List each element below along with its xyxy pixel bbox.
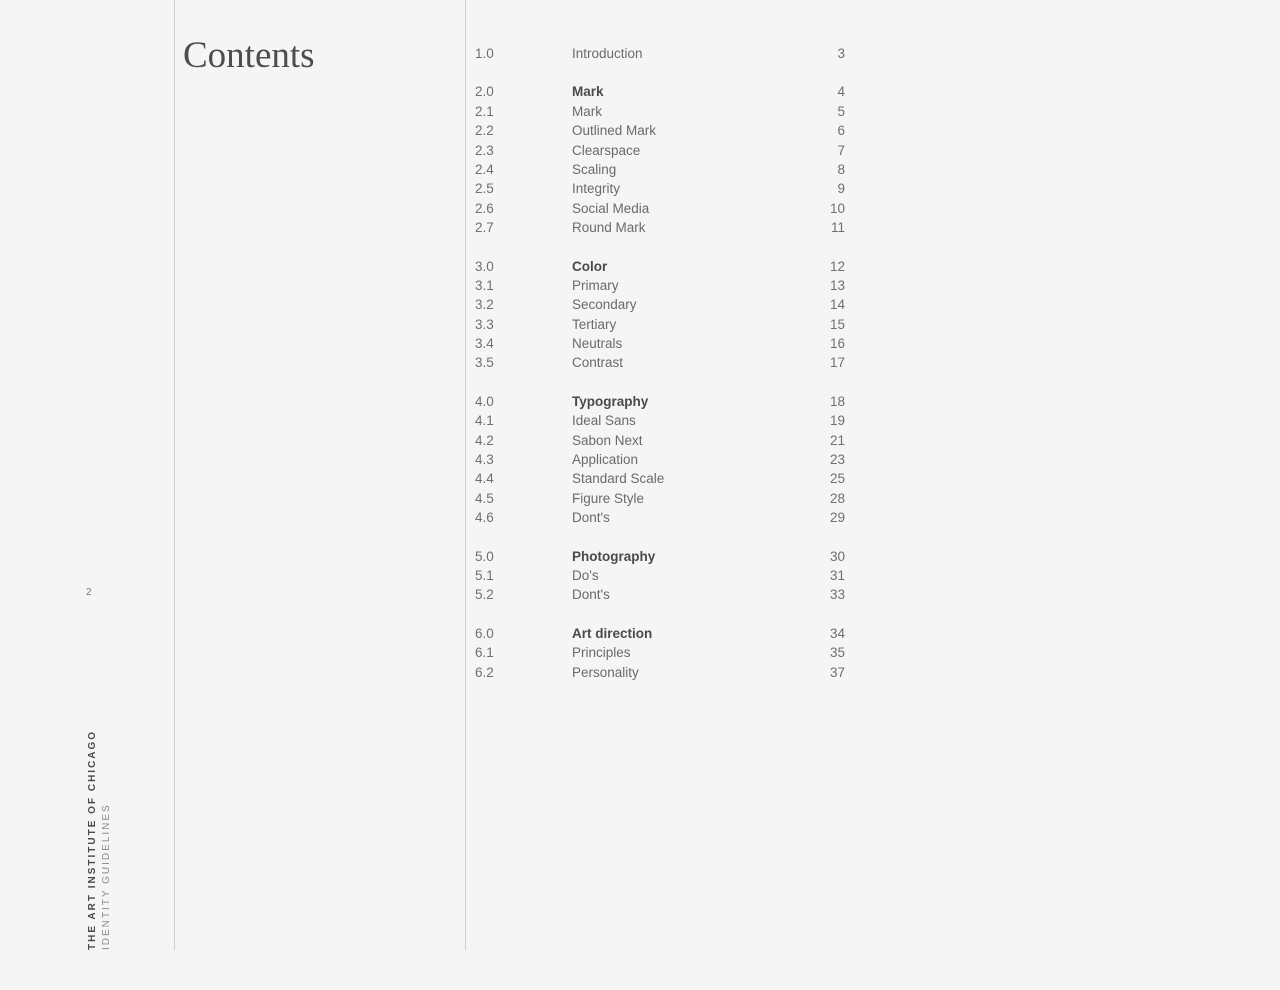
toc-entry-page-number: 29 xyxy=(829,510,845,526)
toc-entry-label: Art direction xyxy=(572,625,653,641)
toc-entry-label: Integrity xyxy=(572,181,621,197)
toc-entry-label: Primary xyxy=(572,277,619,293)
toc-section xyxy=(475,82,845,237)
toc-section xyxy=(475,392,845,528)
toc-entry-label: Photography xyxy=(572,548,656,564)
toc-entry-row[interactable] xyxy=(475,295,845,314)
toc-entry-row[interactable] xyxy=(475,450,845,469)
toc-entry-row[interactable] xyxy=(475,334,845,353)
toc-entry-row[interactable] xyxy=(475,276,845,295)
toc-entry-page-number: 16 xyxy=(829,336,845,352)
toc-entry-page-number: 4 xyxy=(837,84,845,100)
toc-entry-page-number: 23 xyxy=(829,452,845,468)
toc-entry-page-number: 28 xyxy=(829,490,845,506)
toc-entry-row[interactable] xyxy=(475,199,845,218)
toc-entry-page-number: 25 xyxy=(829,471,845,487)
toc-entry-label: Social Media xyxy=(572,200,650,216)
toc-entry-number: 3.0 xyxy=(475,258,494,274)
toc-entry-page-number: 8 xyxy=(837,161,845,177)
toc-entry-row[interactable] xyxy=(475,411,845,430)
toc-section-heading-row[interactable] xyxy=(475,547,845,566)
toc-entry-number: 3.4 xyxy=(475,336,494,352)
toc-entry-number: 4.0 xyxy=(475,393,494,409)
toc-entry-row[interactable] xyxy=(475,508,845,527)
toc-entry-number: 4.2 xyxy=(475,432,494,448)
left-column-divider xyxy=(174,0,175,950)
toc-entry-label: Application xyxy=(572,452,639,468)
toc-entry-row[interactable] xyxy=(475,469,845,488)
toc-entry-page-number: 37 xyxy=(829,664,845,680)
toc-entry-row[interactable] xyxy=(475,315,845,334)
middle-column-divider xyxy=(465,0,466,950)
toc-entry-label: Figure Style xyxy=(572,490,645,506)
toc-entry-row[interactable] xyxy=(475,218,845,237)
toc-entry-label: Clearspace xyxy=(572,142,641,158)
toc-entry-number: 2.6 xyxy=(475,200,494,216)
toc-entry-page-number: 35 xyxy=(829,645,845,661)
toc-entry-number: 2.4 xyxy=(475,161,494,177)
toc-entry-page-number: 7 xyxy=(837,142,845,158)
toc-entry-page-number: 21 xyxy=(829,432,845,448)
toc-entry-label: Mark xyxy=(572,84,604,100)
toc-entry-label: Standard Scale xyxy=(572,471,665,487)
toc-entry-label: Outlined Mark xyxy=(572,123,657,139)
toc-entry-row[interactable] xyxy=(475,431,845,450)
toc-entry-number: 3.3 xyxy=(475,316,494,332)
toc-entry-page-number: 9 xyxy=(837,181,845,197)
toc-entry-number: 2.7 xyxy=(475,220,494,236)
toc-entry-page-number: 18 xyxy=(829,393,845,409)
toc-entry-page-number: 3 xyxy=(837,46,845,61)
toc-entry-page-number: 11 xyxy=(830,220,845,236)
toc-entry-number: 6.0 xyxy=(475,625,494,641)
page-title: Contents xyxy=(183,35,315,76)
toc-section-heading-row[interactable] xyxy=(475,257,845,276)
toc-entry-number: 2.5 xyxy=(475,181,494,197)
toc-entry-row[interactable] xyxy=(475,585,845,604)
toc-entry-number: 3.1 xyxy=(475,277,494,293)
toc-entry-number: 4.1 xyxy=(475,413,494,429)
toc-entry-row[interactable] xyxy=(475,160,845,179)
toc-entry-number: 4.4 xyxy=(475,471,494,487)
toc-entry-number: 6.2 xyxy=(475,664,494,680)
toc-entry-label: Sabon Next xyxy=(572,432,643,448)
toc-entry-page-number: 15 xyxy=(829,316,845,332)
toc-section xyxy=(475,257,845,373)
toc-entry-page-number: 19 xyxy=(829,413,845,429)
toc-entry-label: Do's xyxy=(572,567,599,583)
toc-entry-row[interactable] xyxy=(475,121,845,140)
page-number: 2 xyxy=(86,587,92,598)
toc-entry-label: Scaling xyxy=(572,161,617,177)
toc-entry-row[interactable] xyxy=(475,663,845,682)
toc-section xyxy=(475,44,845,63)
toc-entry-label: Tertiary xyxy=(572,316,617,332)
toc-entry-number: 5.0 xyxy=(475,548,494,564)
toc-entry-row[interactable] xyxy=(475,102,845,121)
toc-entry-number: 4.3 xyxy=(475,452,494,468)
toc-section xyxy=(475,547,845,605)
toc-entry-label: Principles xyxy=(572,645,631,661)
toc-entry-row[interactable] xyxy=(475,141,845,160)
toc-entry-page-number: 5 xyxy=(837,103,845,119)
toc-entry-page-number: 30 xyxy=(829,548,845,564)
toc-entry-page-number: 17 xyxy=(829,355,845,371)
toc-entry-page-number: 10 xyxy=(829,200,845,216)
toc-entry-page-number: 34 xyxy=(829,625,845,641)
toc-entry-number: 3.2 xyxy=(475,297,494,313)
toc-entry-label: Personality xyxy=(572,664,639,680)
toc-entry-number: 5.2 xyxy=(475,587,494,603)
toc-entry-number: 3.5 xyxy=(475,355,494,371)
table-of-contents xyxy=(475,44,845,701)
toc-entry-number: 1.0 xyxy=(475,46,494,61)
toc-entry-label: Mark xyxy=(572,103,602,119)
toc-entry-row[interactable] xyxy=(475,566,845,585)
toc-entry-label: Introduction xyxy=(572,46,643,61)
toc-entry-page-number: 6 xyxy=(837,123,845,139)
toc-entry-number: 4.5 xyxy=(475,490,494,506)
toc-entry-label: Round Mark xyxy=(572,220,646,236)
toc-entry-number: 5.1 xyxy=(475,567,494,583)
toc-entry-label: Typography xyxy=(572,393,649,409)
toc-entry-label: Dont's xyxy=(572,587,610,603)
toc-entry-label: Secondary xyxy=(572,297,637,313)
brand-subtitle: IDENTITY GUIDELINES xyxy=(101,803,112,950)
toc-entry-page-number: 14 xyxy=(829,297,845,313)
toc-entry-label: Dont's xyxy=(572,510,610,526)
toc-entry-label: Ideal Sans xyxy=(572,413,636,429)
toc-section-heading-row[interactable] xyxy=(475,624,845,643)
toc-section-heading-row[interactable] xyxy=(475,392,845,411)
toc-entry-number: 6.1 xyxy=(475,645,494,661)
toc-entry-row[interactable] xyxy=(475,179,845,198)
toc-entry-row[interactable] xyxy=(475,489,845,508)
toc-entry-page-number: 12 xyxy=(829,258,845,274)
toc-entry-label: Neutrals xyxy=(572,336,623,352)
toc-entry-row[interactable] xyxy=(475,44,845,63)
toc-section-heading-row[interactable] xyxy=(475,82,845,101)
toc-section xyxy=(475,624,845,682)
toc-entry-number: 4.6 xyxy=(475,510,494,526)
toc-entry-number: 2.3 xyxy=(475,142,494,158)
toc-entry-number: 2.0 xyxy=(475,84,494,100)
brand-name: THE ART INSTITUTE OF CHICAGO xyxy=(87,729,98,950)
toc-entry-page-number: 13 xyxy=(829,277,845,293)
toc-entry-page-number: 33 xyxy=(829,587,845,603)
toc-entry-label: Color xyxy=(572,258,608,274)
toc-entry-page-number: 31 xyxy=(829,567,845,583)
toc-entry-label: Contrast xyxy=(572,355,624,371)
toc-entry-row[interactable] xyxy=(475,353,845,372)
toc-entry-row[interactable] xyxy=(475,643,845,662)
vertical-brand-block xyxy=(86,730,114,950)
toc-entry-number: 2.1 xyxy=(475,103,494,119)
toc-entry-number: 2.2 xyxy=(475,123,494,139)
